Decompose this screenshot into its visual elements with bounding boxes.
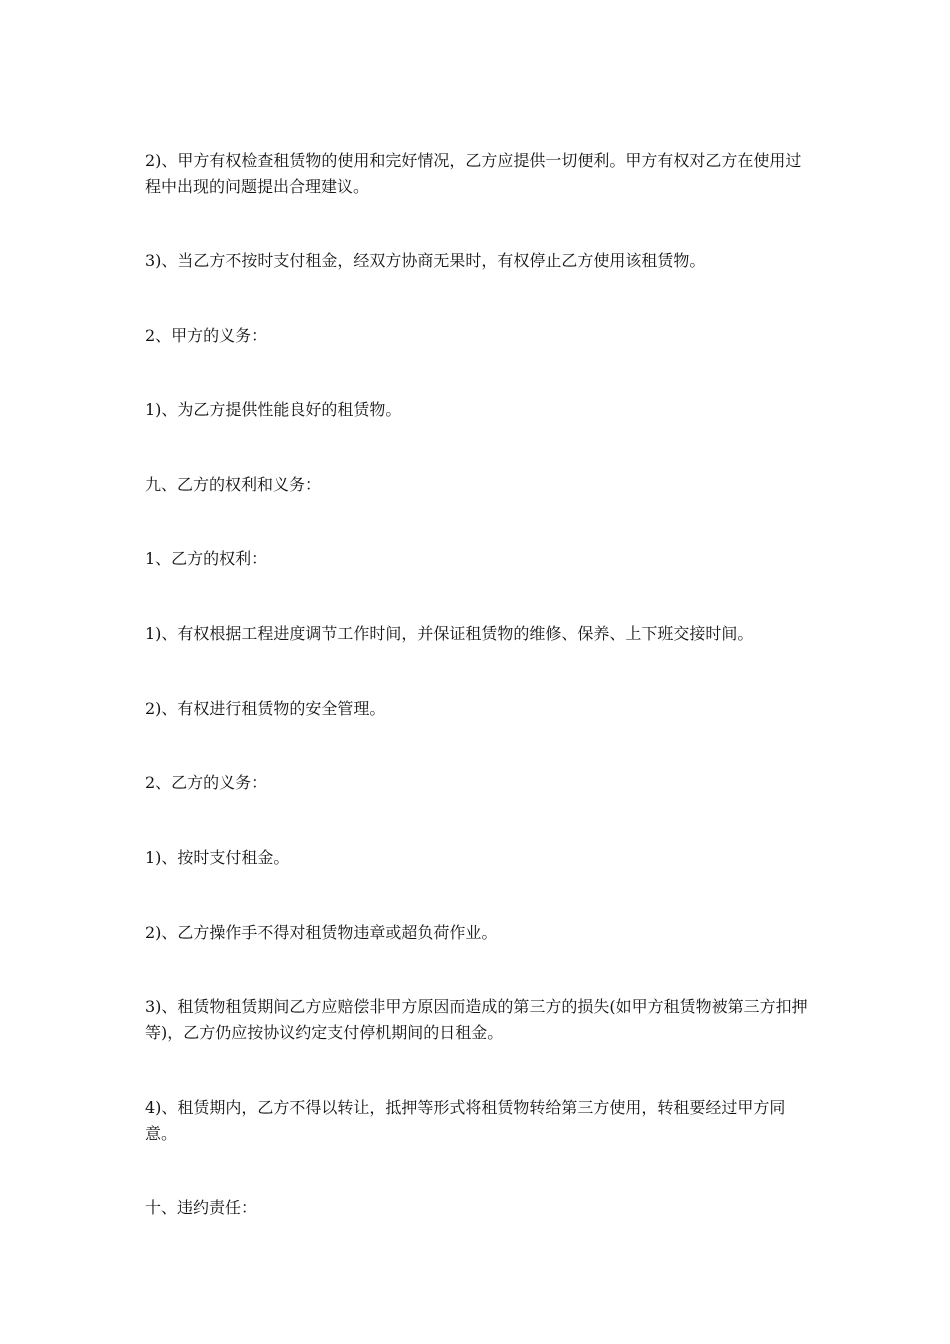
heading-lessee-rights: 1、乙方的权利： — [145, 549, 268, 568]
heading-section-ten: 十、违约责任： — [145, 1198, 258, 1217]
paragraph-lessee-safety-management: 2)、有权进行租赁物的安全管理。 — [145, 699, 386, 718]
paragraph-lessee-no-transfer: 4)、租赁期内，乙方不得以转让，抵押等形式将租赁物转给第三方使用，转租要经过甲方同意。 — [145, 1098, 786, 1143]
paragraph-lessee-no-violation: 2)、乙方操作手不得对租赁物违章或超负荷作业。 — [145, 923, 498, 942]
paragraph-lessor-inspection-right: 2)、甲方有权检查租赁物的使用和完好情况，乙方应提供一切便利。甲方有权对乙方在使用过程中出现的问题提出合理建议。 — [145, 151, 802, 196]
heading-lessee-obligations: 2、乙方的义务： — [145, 773, 268, 792]
heading-lessor-obligations: 2、甲方的义务： — [145, 326, 268, 345]
paragraph-lessee-adjust-schedule: 1)、有权根据工程进度调节工作时间，并保证租赁物的维修、保养、上下班交接时间。 — [145, 624, 754, 643]
paragraph-lessee-third-party-loss: 3)、租赁物租赁期间乙方应赔偿非甲方原因而造成的第三方的损失(如甲方租赁物被第三方扣押等)，乙方仍应按协议约定支付停机期间的日租金。 — [145, 997, 808, 1042]
paragraph-lessor-provide-equipment: 1)、为乙方提供性能良好的租赁物。 — [145, 400, 402, 419]
paragraph-lessee-pay-rent: 1)、按时支付租金。 — [145, 848, 290, 867]
paragraph-lessor-stop-use-right: 3)、当乙方不按时支付租金，经双方协商无果时，有权停止乙方使用该租赁物。 — [145, 251, 706, 270]
heading-section-nine: 九、乙方的权利和义务： — [145, 475, 322, 494]
